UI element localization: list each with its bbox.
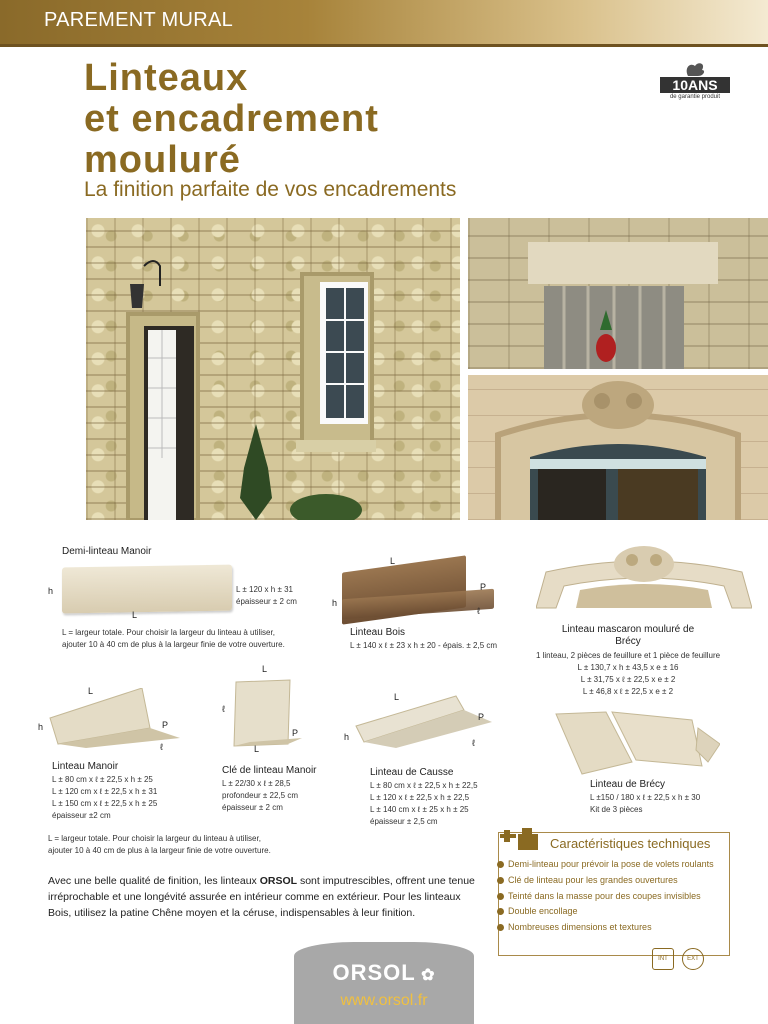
characteristics-item: Teinté dans la masse pour des coupes invisibles [496, 889, 728, 905]
product-name-linteau-bois: Linteau Bois [350, 627, 406, 638]
dim-h: h [38, 722, 44, 732]
spec-line: L ± 140 x ℓ ± 23 x h ± 20 - épais. ± 2,5 cm [350, 641, 498, 650]
dim-L: L [88, 686, 94, 696]
paragraph-brand: ORSOL [259, 875, 298, 887]
product-specs-linteau-mascaron [528, 650, 728, 698]
footer-url-link[interactable]: www.orsol.fr [340, 992, 428, 1009]
characteristics-title: Caractéristiques techniques [546, 836, 714, 851]
characteristics-item: Nombreuses dimensions et textures [496, 920, 728, 936]
product-specs-linteau-bois [350, 640, 497, 652]
warranty-years: 10ANS [660, 77, 730, 93]
dim-h: h [332, 598, 338, 608]
dim-L: L [132, 610, 138, 620]
dim-l: ℓ [477, 606, 480, 616]
spec-line: épaisseur ± 2 cm [236, 597, 297, 606]
main-facade-photo [86, 218, 460, 520]
warranty-badge [658, 60, 732, 106]
dim-L: L [254, 744, 260, 754]
spec-line: L ± 150 cm x ℓ ± 22,5 x h ± 25 [52, 799, 158, 808]
description-paragraph [48, 873, 480, 921]
width-note-top [62, 627, 362, 651]
paragraph-text: sont imputrescibles, offrent une tenue irréprochable et une longévité assurée en intérieur comme en extérieur. Pour les linteaux Bois, utilisez la patine Chêne moyen et la céruse, indispensables à leur finition. [48, 875, 475, 919]
int-use-icon: INT [652, 948, 674, 970]
paragraph-text: Avec une belle qualité de finition, les linteaux [48, 875, 260, 887]
characteristics-item: Demi-linteau pour prévoir la pose de volets roulants [496, 857, 728, 873]
spec-line: L ± 120 x h ± 31 [236, 585, 293, 594]
mascaron-window-scene [468, 375, 768, 520]
dim-L: L [390, 556, 396, 566]
title-line-2: et encadrement [84, 98, 379, 140]
product-name-linteau-mascaron: Linteau mascaron mouluré de Brécy [561, 624, 695, 647]
product-name-linteau-manoir: Linteau Manoir [52, 761, 119, 772]
product-specs-demi-linteau-manoir [236, 584, 297, 608]
product-name-linteau-de-brecy: Linteau de Brécy [590, 779, 666, 790]
dim-P: P [162, 720, 169, 730]
dim-P: P [292, 728, 299, 738]
width-note-line-1: L = largeur totale. Pour choisir la largeur du linteau à utiliser, [48, 834, 261, 843]
brand-leaf-icon: ✿ [415, 967, 436, 984]
spec-line: épaisseur ± 2 cm [222, 803, 283, 812]
spec-line: L ± 31,75 x ℓ ± 22,5 x e ± 2 [580, 675, 676, 684]
characteristics-item: Clé de linteau pour les grandes ouvertures [496, 873, 728, 889]
spec-line: L ±150 / 180 x ℓ ± 22,5 x h ± 30 [590, 793, 701, 802]
linteau-de-causse-image [352, 686, 498, 750]
mascaron-window-photo [468, 375, 768, 520]
dim-l: ℓ [222, 704, 225, 714]
dim-h: h [48, 586, 54, 596]
title-line-1: Linteaux [84, 57, 249, 99]
footer-brand [294, 960, 474, 986]
header-rule [0, 44, 768, 47]
linteau-mascaron-image [536, 542, 752, 614]
width-note-bottom [48, 833, 368, 857]
width-note-line-1: L = largeur totale. Pour choisir la largeur du linteau à utiliser, [62, 628, 275, 637]
linteau-manoir-image [46, 688, 186, 750]
spec-line: L ± 80 cm x ℓ ± 22,5 x h ± 22,5 [370, 781, 478, 790]
product-specs-linteau-de-causse [370, 780, 478, 828]
product-name-demi-linteau-manoir: Demi-linteau Manoir [62, 546, 152, 557]
spec-line: épaisseur ± 2,5 cm [370, 817, 438, 826]
page-title [84, 58, 604, 181]
dim-L: L [394, 692, 400, 702]
warranty-logo-icon [658, 60, 732, 78]
width-note-line-2: ajouter 10 à 40 cm de plus à la largeur finie de votre ouverture. [48, 846, 271, 855]
width-note-line-2: ajouter 10 à 40 cm de plus à la largeur finie de votre ouverture. [62, 640, 285, 649]
facade-scene [86, 218, 460, 520]
spec-line: Kit de 3 pièces [590, 805, 643, 814]
spec-line: L ± 80 cm x ℓ ± 22,5 x h ± 25 [52, 775, 153, 784]
cle-de-linteau-image [228, 676, 308, 752]
dim-L: L [262, 664, 268, 674]
spec-line: L ± 140 cm x ℓ ± 25 x h ± 25 [370, 805, 469, 814]
ext-use-icon: EXT [682, 948, 704, 970]
brand-name: ORSOL [332, 960, 416, 985]
dim-h: h [344, 732, 350, 742]
spec-line: L ± 22/30 x ℓ ± 28,5 [222, 779, 291, 788]
spec-line: épaisseur ±2 cm [52, 811, 111, 820]
product-name-linteau-de-causse: Linteau de Causse [370, 767, 454, 778]
dim-P: P [478, 712, 485, 722]
demi-linteau-manoir-image [62, 565, 232, 614]
section-label: PAREMENT MURAL [44, 9, 234, 31]
linteau-de-brecy-image [552, 710, 720, 776]
product-name-cle-de-linteau: Clé de linteau Manoir [222, 765, 317, 776]
page-subtitle: La finition parfaite de vos encadrements [84, 178, 457, 201]
spec-line: L ± 120 cm x ℓ ± 22,5 x h ± 31 [52, 787, 158, 796]
spec-line: L ± 46,8 x ℓ ± 22,5 x e ± 2 [582, 687, 674, 696]
title-line-3: mouluré [84, 139, 241, 181]
window-lintel-photo [468, 218, 768, 369]
product-specs-cle-de-linteau [222, 778, 298, 814]
spec-line: L ± 120 x ℓ ± 22,5 x h ± 22,5 [370, 793, 470, 802]
spec-line: L ± 130,7 x h ± 43,5 x e ± 16 [577, 663, 679, 672]
tools-icon [500, 822, 542, 852]
spec-line: 1 linteau, 2 pièces de feuillure et 1 pièce de feuillure [535, 651, 721, 660]
dim-l: ℓ [472, 738, 475, 748]
characteristics-item: Double encollage [496, 904, 728, 920]
product-specs-linteau-de-brecy [590, 792, 700, 816]
product-specs-linteau-manoir [52, 774, 157, 822]
window-lintel-scene [468, 218, 768, 369]
warranty-caption: de garantie produit [669, 94, 721, 100]
dim-l: ℓ [160, 742, 163, 752]
characteristics-list [496, 857, 728, 936]
spec-line: profondeur ± 22,5 cm [222, 791, 298, 800]
dim-P: P [480, 582, 487, 592]
